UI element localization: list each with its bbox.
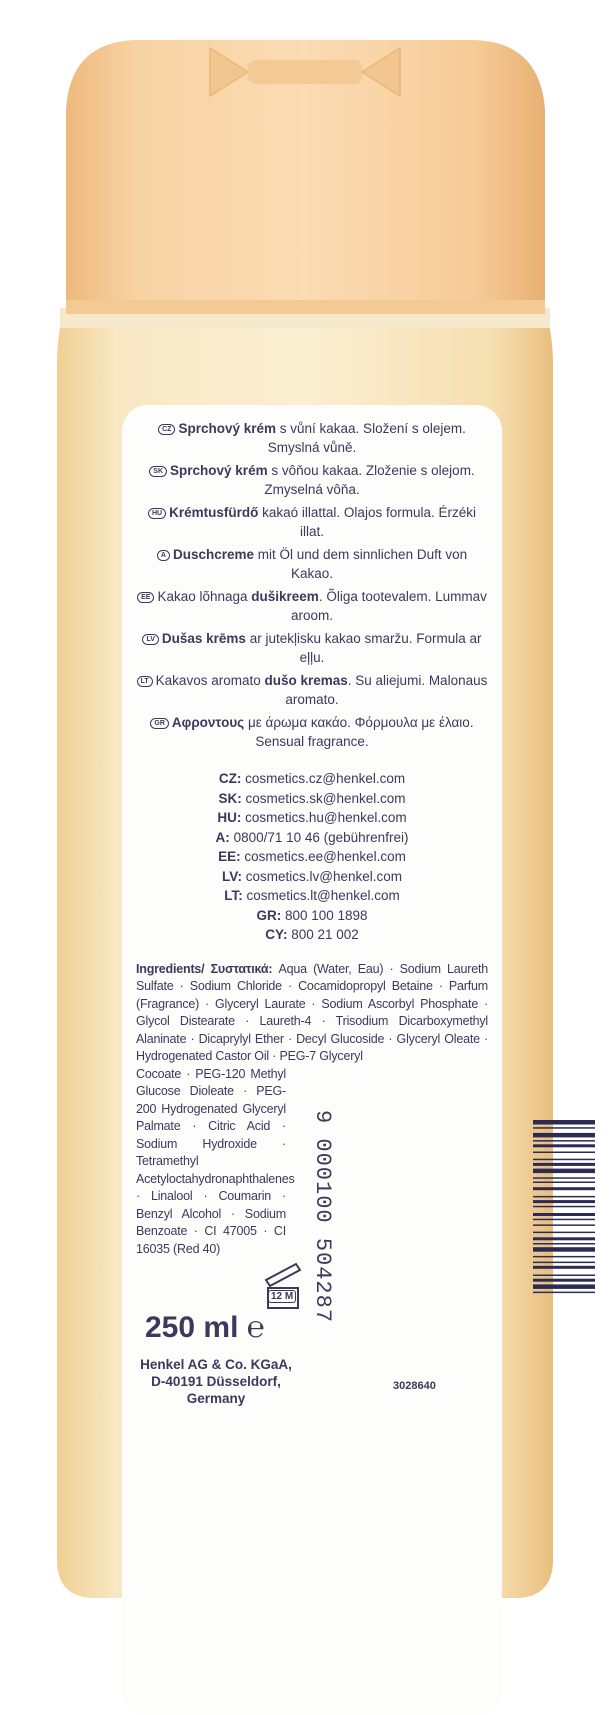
barcode-bar [533,1159,595,1161]
barcode [533,1118,595,1363]
description-item [136,545,488,583]
country-badge: A [157,550,170,561]
description-rest: mit Öl und dem sinnlichen Duft von Kakao. [254,547,468,581]
contact-row [136,906,488,926]
description-item [136,503,488,541]
barcode-bar [533,1120,595,1125]
country-badge: LT [137,676,153,687]
description-rest: s vůní kakaa. Složení s olejem. Smyslná vůně. [267,421,466,455]
description-pre: Kakavos aromato [155,673,265,688]
barcode-bar [533,1163,595,1166]
contact-country: CY: [265,927,288,942]
country-badge: SK [149,466,167,477]
contact-value: 0800/71 10 46 (gebührenfrei) [233,829,409,845]
volume-label [145,1311,265,1345]
description-item [136,629,488,667]
barcode-bar [533,1213,595,1216]
contact-row [136,886,488,906]
contact-country: CZ: [218,771,242,786]
product-name: dušikreem [251,589,319,604]
contact-country: EE: [218,849,241,864]
barcode-bar [533,1243,595,1245]
barcode-bar [533,1279,595,1282]
maker-line: D-40191 Düsseldorf, [151,1374,281,1389]
contact-country: GR: [256,907,282,923]
contact-row [136,847,488,867]
description-list [136,419,488,751]
description-item [136,461,488,499]
contact-value: 800 100 1898 [284,907,368,923]
manufacturer-address [138,1356,294,1407]
barcode-bar [533,1284,595,1289]
description-rest: . Õliga tootevalem. Lummav aroom. [290,589,487,623]
barcode-bar [533,1256,595,1258]
barcode-bar [533,1196,595,1198]
description-item [136,713,488,751]
ingredients-heading: Ingredients/ Συστατικά: [136,961,273,976]
description-pre: Kakao lõhnaga [157,589,252,604]
barcode-bar [533,1182,595,1184]
contact-value: cosmetics.hu@henkel.com [245,810,407,825]
barcode-bar [533,1224,595,1226]
product-name: Duschcreme [172,547,254,562]
batch-code: 3028640 [393,1380,436,1392]
description-rest: ar jutekļisku kakao smaržu. Formula ar eļļu. [245,631,482,665]
contact-country: SK: [218,790,242,806]
product-name: dušo kremas [264,673,348,688]
contact-value: cosmetics.sk@henkel.com [245,790,406,806]
description-rest: kakaó illattal. Olajos formula. Érzéki illat. [258,505,476,539]
barcode-bar [533,1247,595,1252]
description-item [136,671,488,709]
description-item [136,587,488,625]
barcode-bar [533,1206,595,1208]
barcode-bar [533,1232,595,1234]
contact-row [136,808,488,828]
barcode-digits: 9 000100 504287 [310,1110,335,1324]
contact-country: LV: [221,868,242,884]
ingredients-text-wide: Aqua (Water, Eau) · Sodium Laureth Sulfate · Sodium Chloride · Cocamidopropyl Betaine · Parfum (Fragrance) · Glyceryl Laurate · Sodium Ascorbyl Phosphate · Glycol Distearate · Laureth-4 · Trisodium Dicarboxymethyl Alaninate · Dicaprylyl Ether · Decyl Glucoside · Glyceryl Oleate · Hydrogenated Castor Oil · PEG-7 Glyceryl [136,961,488,1063]
description-rest: . Su aliejumi. Malonaus aromato. [285,673,488,707]
contact-row [136,789,488,809]
barcode-bar [533,1275,595,1277]
country-badge: HU [148,508,166,519]
contact-country: HU: [217,810,242,825]
contact-country: LT: [224,888,243,903]
contact-row [136,828,488,848]
product-name: Sprchový krém [170,463,268,478]
barcode-bar [533,1133,595,1138]
description-rest: με άρωμα κακάο. Φόρμουλα με έλαιο. Sensual fragrance. [244,715,474,749]
contact-value: cosmetics.ee@henkel.com [244,849,406,864]
country-badge: CZ [158,424,175,435]
barcode-bar [533,1144,595,1147]
pao-label: 12 M [268,1290,296,1303]
contact-value: cosmetics.lv@henkel.com [245,868,403,884]
barcode-bar [533,1177,595,1179]
ingredients-text-narrow: Cocoate · PEG-120 Methyl Glucose Dioleate · PEG-200 Hydrogenated Glyceryl Palmate · Citric Acid · Sodium Hydroxide · Tetramethyl Acetyloctahydronaphthalenes · Linalool · Coumarin · Benzyl Alcohol · Sodium Benzoate · CI 47005 · CI 16035 (Red 40) [136,1066,295,1256]
open-jar-icon [262,1258,304,1312]
contact-row [136,925,488,945]
maker-line: Germany [186,1391,246,1406]
barcode-bar [533,1187,595,1190]
barcode-bar [533,1237,595,1240]
barcode-bar [533,1266,595,1269]
volume-value: 250 ml [145,1311,239,1344]
product-name: Αφροντους [171,715,245,730]
barcode-bar [533,1219,595,1221]
description-item [136,419,488,457]
country-badge: EE [137,592,154,603]
contact-value: cosmetics.lt@henkel.com [246,888,400,903]
barcode-bar [533,1169,595,1174]
product-name: Dušas krēms [161,631,246,646]
estimated-sign-icon: ℮ [246,1311,265,1344]
country-badge: GR [150,718,169,729]
barcode-bar [533,1262,595,1264]
country-badge: LV [142,634,158,645]
barcode-bar [533,1292,595,1294]
maker-line: Henkel AG & Co. KGaA, [140,1357,292,1372]
contact-row [136,769,488,789]
contact-country: A: [215,829,230,845]
barcode-bar [533,1140,595,1142]
barcode-bar [533,1127,595,1129]
contact-row [136,867,488,887]
contact-value: 800 21 002 [291,927,359,942]
description-rest: s vôňou kakaa. Zloženie s olejom. Zmyselná vôňa. [264,463,475,497]
barcode-bar [533,1200,595,1203]
barcode-bar [533,1152,595,1154]
back-label [122,405,502,1715]
product-name: Krémtusfürdő [169,505,259,520]
contact-value: cosmetics.cz@henkel.com [245,771,406,786]
contact-list [136,769,488,945]
product-name: Sprchový krém [178,421,277,436]
